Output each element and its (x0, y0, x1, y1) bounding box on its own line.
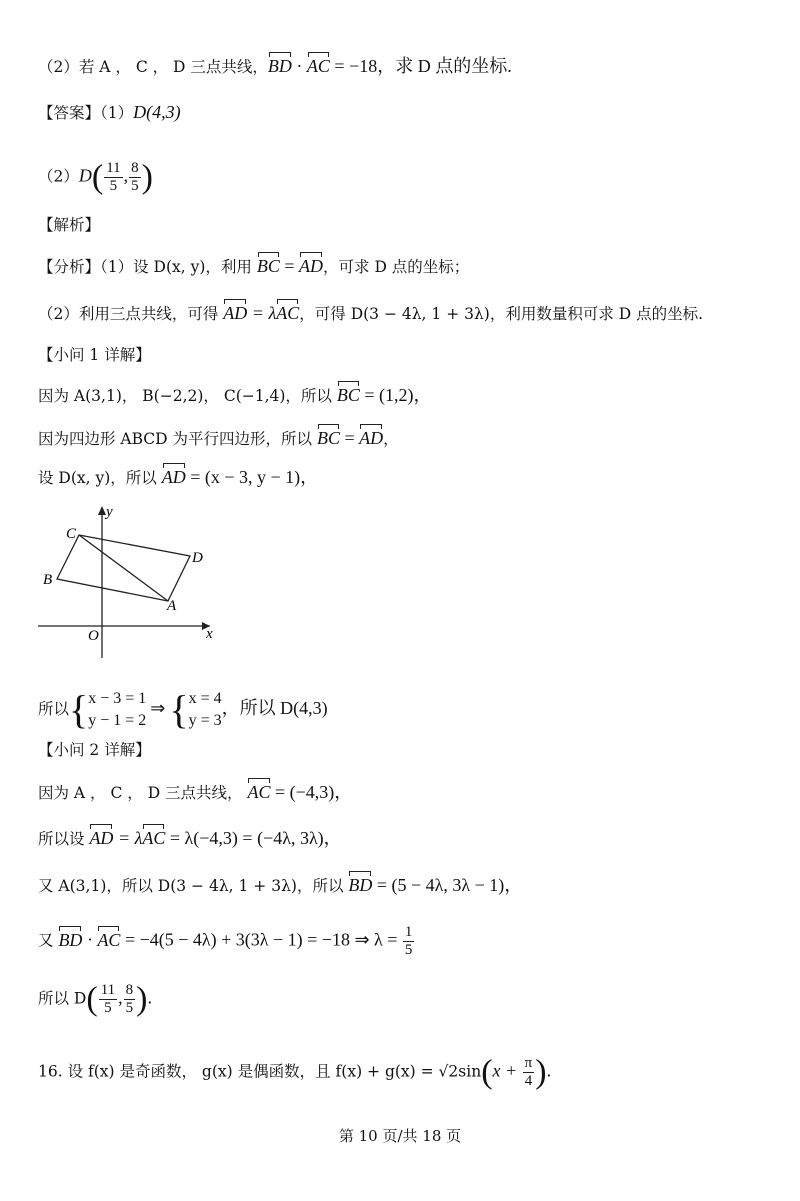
vector-ac: AC (276, 303, 300, 323)
sub2-line-1: 因为 A ， C ， D 三点共线， AC = (−4,3)， (38, 782, 353, 802)
vector-bc: BC (336, 385, 360, 405)
vector-ad: AD (161, 467, 186, 487)
label-b: B (43, 572, 53, 588)
analysis-header: 【解析】 (38, 216, 101, 234)
vector-bd: BD (348, 875, 373, 895)
sub2-line-2: 所以设 AD = λAC = λ(−4,3) = (−4λ, 3λ)， (38, 828, 342, 848)
vector-ac: AC (142, 828, 166, 848)
vector-bc: BC (256, 256, 280, 276)
label-x: x (206, 626, 213, 642)
answer-2-d: D (78, 165, 92, 186)
fenxi-line-1: 【分析】（1）设 D(x, y)，利用 BC = AD，可求 D 点的坐标； (38, 256, 470, 276)
parallelogram-figure (30, 498, 230, 668)
vector-ad: AD (299, 256, 324, 276)
equation-system-1: x − 3 = 1 y − 1 = 2 (88, 690, 147, 729)
vector-bd: BD (58, 929, 83, 950)
q2-rhs: = −18，求 D 点的坐标. (329, 56, 512, 76)
sub2-line-3: 又 A(3,1)，所以 D(3 − 4λ, 1 + 3λ)，所以 BD = (5 − 4λ, 3λ − 1)， (38, 875, 523, 895)
vector-ac: AC (97, 929, 121, 950)
answer-line-1 (38, 102, 181, 123)
equation-system-2: x = 4 y = 3 (188, 690, 222, 729)
y-axis-arrow (98, 506, 106, 515)
label-c: C (66, 526, 77, 542)
vector-ad: AD (89, 828, 114, 848)
sub1-line-3: 设 D(x, y)，所以 AD = (x − 3, y − 1)， (38, 467, 319, 487)
label-d: D (192, 550, 203, 566)
fraction-1-5: $\frac{1}{5}$ (404, 924, 413, 958)
vector-ad: AD (223, 303, 248, 323)
fenxi-line-2: （2）利用三点共线，可得 AD = λAC，可得 D(3 − 4λ, 1 + 3λ)，利用数量积可求 D 点的坐标. (38, 303, 704, 323)
answer-tag: 【答案】（1） (38, 104, 134, 122)
sub2-line-5: 所以 D( $\frac{11}{5}$ , $\frac{8}{5}$ ). (38, 980, 152, 1018)
vector-ad: AD (359, 428, 384, 448)
label-o: O (88, 628, 99, 644)
question-2 (38, 56, 512, 77)
sub2-line-4: 又 BD · AC = −4(5 − 4λ) + 3(3λ − 1) = −18 ⇒ λ = $\frac{1}{5}$ (38, 924, 413, 958)
fraction-pi-4: $\frac{\pi}{4}$ (524, 1055, 533, 1089)
sub1-line-1: 因为 A(3,1)， B(−2,2)， C(−1,4)，所以 BC = (1,2)， (38, 385, 432, 405)
answer-line-2: （2）D( $\frac{11}{5}$ , $\frac{8}{5}$ ) (38, 158, 153, 196)
vector-ac: AC (247, 782, 271, 802)
sub1-line-2: 因为四边形 ABCD 为平行四边形，所以 BC = AD， (38, 428, 399, 448)
dot-operator: · (291, 56, 307, 76)
fraction-11-5: $\frac{11}{5}$ (106, 160, 121, 194)
q2-text: （2）若 A ， C ， D 三点共线， (38, 58, 268, 76)
answer-1: D(4,3) (133, 102, 181, 122)
sub2-header: 【小问 2 详解】 (38, 741, 151, 759)
fraction-8-5: $\frac{8}{5}$ (131, 160, 139, 194)
vector-bd: BD (267, 56, 292, 76)
vector-ac: AC (306, 56, 330, 76)
diagonal-ca (79, 535, 168, 601)
label-a: A (167, 598, 177, 614)
vector-bc: BC (316, 428, 340, 448)
page-footer: 第 10 页/共 18 页 (338, 1127, 462, 1145)
question-16: 16. 设 f(x) 是奇函数， g(x) 是偶函数，且 f(x) + g(x) = √2sin(x + $\frac{\pi}{4}$ ). (38, 1053, 552, 1091)
sub1-system-line: 所以{ x − 3 = 1 y − 1 = 2 ⇒ { x = 4 y = 3 ，所以 D(4,3) (38, 687, 328, 732)
answer-2-label: （2） (38, 167, 79, 186)
label-y: y (106, 504, 113, 520)
sub1-header: 【小问 1 详解】 (38, 346, 151, 364)
